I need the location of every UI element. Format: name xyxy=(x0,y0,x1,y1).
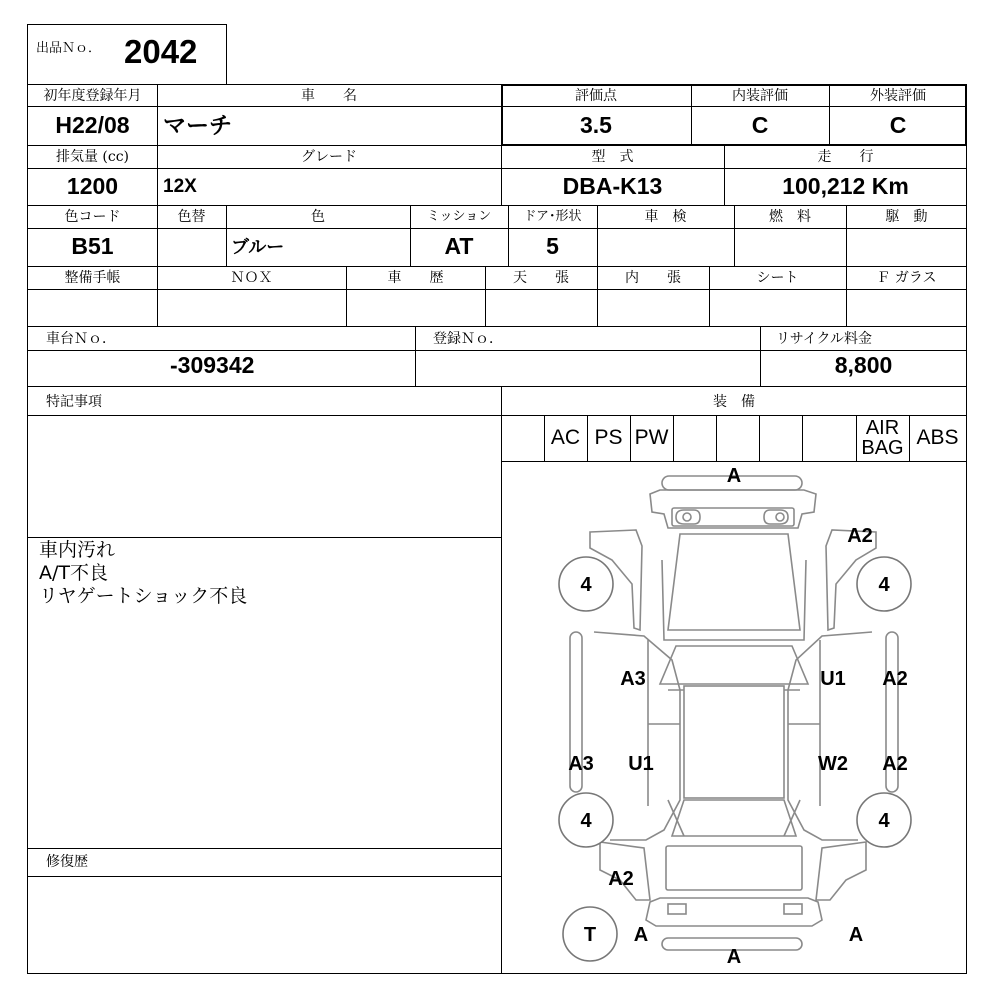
grade-value: 12X xyxy=(163,176,197,197)
drive-label: 駆 動 xyxy=(885,209,928,225)
note-line-1: 車内汚れ xyxy=(39,539,116,561)
equip-airbag: AIR BAG xyxy=(861,417,904,459)
car-condition-diagram xyxy=(502,462,966,973)
fuel-label: 燃 料 xyxy=(769,209,811,225)
first-registration-label: 初年度登録年月 xyxy=(43,88,142,104)
repair-history-label: 修復歴 xyxy=(46,854,88,870)
doors-value: 5 xyxy=(546,233,559,259)
interior-value: C xyxy=(751,112,769,138)
grade-label: グレード xyxy=(301,149,357,165)
mark-right-front: A2 xyxy=(847,525,873,547)
lot-number: 2042 xyxy=(124,33,198,70)
equip-pw: PW xyxy=(634,426,669,449)
tire-rear-left: 4 xyxy=(580,810,592,832)
seat-label: シート xyxy=(756,270,799,286)
tire-front-right: 4 xyxy=(878,574,890,596)
mark-front-bumper: A xyxy=(726,465,742,487)
car-name-label: 車 名 xyxy=(301,88,357,104)
mark-left-front-door: A3 xyxy=(620,668,646,690)
mark-right-front-side: A2 xyxy=(882,668,908,690)
color-value: ブルー xyxy=(231,237,285,257)
mileage-label: 走 行 xyxy=(817,149,874,165)
recycle-fee-label: リサイクル料金 xyxy=(776,331,873,347)
interior-trim-label: 内 張 xyxy=(625,270,681,286)
car-name-value: マーチ xyxy=(163,112,232,138)
registration-label: 登録Ｎｏ． xyxy=(433,331,503,347)
vehicle-history-label: 車 歴 xyxy=(387,270,444,286)
mark-left-rocker: A3 xyxy=(568,753,594,775)
score-label: 評価点 xyxy=(575,88,617,104)
model-label: 型 式 xyxy=(591,149,634,165)
color-code-value: B51 xyxy=(71,233,114,259)
mark-left-rear-door: U1 xyxy=(628,753,654,775)
first-registration-value: H22/08 xyxy=(55,112,130,138)
door-label: ドア･形状 xyxy=(523,209,582,224)
model-value: DBA-K13 xyxy=(562,173,663,199)
front-glass-label: Ｆ ガラス xyxy=(876,270,937,286)
displacement-value: 1200 xyxy=(66,173,119,199)
transmission-label: ミッション xyxy=(426,209,492,224)
color-change-label: 色替 xyxy=(177,209,206,225)
score-value: 3.5 xyxy=(580,112,612,138)
spare-tire: T xyxy=(583,924,597,946)
color-label: 色 xyxy=(311,209,325,225)
tire-rear-right: 4 xyxy=(878,810,890,832)
mark-right-rear-door: W2 xyxy=(818,753,848,775)
chassis-label: 車台Ｎｏ． xyxy=(46,331,116,347)
mileage-value: 100,212 Km xyxy=(782,173,909,199)
transmission-value: AT xyxy=(444,233,474,259)
chassis-value: -309342 xyxy=(170,352,255,378)
lot-label: 出品Ｎｏ． xyxy=(36,41,102,56)
nox-label: ＮＯＸ xyxy=(230,270,273,286)
note-line-2: A/T不良 xyxy=(39,562,109,584)
displacement-label: 排気量 (cc) xyxy=(55,149,130,165)
color-code-label: 色コード xyxy=(64,209,121,225)
mark-rear-bumper: A xyxy=(726,946,742,968)
interior-label: 内装評価 xyxy=(732,88,788,104)
mark-rear-right: A xyxy=(848,924,864,946)
notes-label: 特記事項 xyxy=(46,394,102,410)
mark-rear-left-quarter: A2 xyxy=(608,868,634,890)
equip-abs: ABS xyxy=(916,426,959,449)
tire-front-left: 4 xyxy=(580,574,592,596)
maintenance-record-label: 整備手帳 xyxy=(64,270,121,286)
equip-ps: PS xyxy=(594,426,623,449)
mark-right-front-door: U1 xyxy=(820,668,846,690)
mark-rear-left: A xyxy=(633,924,649,946)
headliner-label: 天 張 xyxy=(513,270,569,286)
note-line-3: リヤゲートショック不良 xyxy=(39,585,248,607)
mark-right-rear-side: A2 xyxy=(882,753,908,775)
recycle-fee-value: 8,800 xyxy=(834,352,893,378)
exterior-label: 外装評価 xyxy=(870,88,926,104)
equip-ac: AC xyxy=(550,426,581,449)
inspection-label: 車 検 xyxy=(644,209,687,225)
exterior-value: C xyxy=(889,112,907,138)
equipment-label: 装 備 xyxy=(713,394,755,410)
